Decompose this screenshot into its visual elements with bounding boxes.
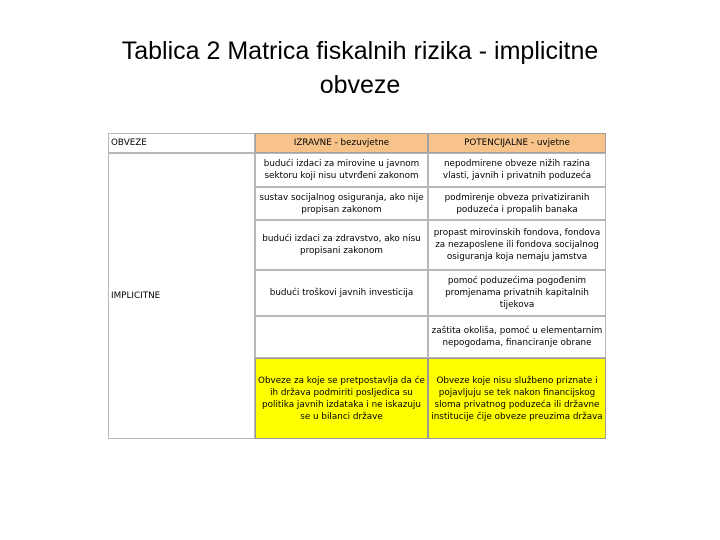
- cell-izravne-5: [255, 316, 428, 358]
- slide-title-line-2: obveze: [319, 71, 401, 99]
- cell-izravne-3: budući izdaci za zdravstvo, ako nisu propisani zakonom: [255, 220, 428, 270]
- cell-izravne-2: sustav socijalnog osiguranja, ako nije propisan zakonom: [255, 187, 428, 220]
- cell-potencijalne-5: zaštita okoliša, pomoć u elementarnim nepogodama, financiranje obrane: [428, 316, 606, 358]
- cell-izravne-1: budući izdaci za mirovine u javnom sektoru koji nisu utvrđeni zakonom: [255, 153, 428, 187]
- cell-izravne-6: Obveze za koje se pretpostavlja da će ih država podmiriti posljedica su politika javnih izdataka i ne iskazuju se u bilanci države: [255, 358, 428, 439]
- header-izravne: IZRAVNE - bezuvjetne: [255, 133, 428, 153]
- cell-izravne-4: budući troškovi javnih investicija: [255, 270, 428, 316]
- header-obveze: OBVEZE: [108, 133, 255, 153]
- header-potencijalne: POTENCIJALNE - uvjetne: [428, 133, 606, 153]
- slide-title-line-1: Tablica 2 Matrica fiskalnih rizika - implicitne: [121, 37, 599, 65]
- cell-potencijalne-4: pomoć poduzećima pogođenim promjenama privatnih kapitalnih tijekova: [428, 270, 606, 316]
- slide-title: [40, 34, 680, 102]
- cell-potencijalne-1: nepodmirene obveze nižih razina vlasti, javnih i privatnih poduzeća: [428, 153, 606, 187]
- cell-potencijalne-3: propast mirovinskih fondova, fondova za nezaposlene ili fondova socijalnog osiguranja koja nemaju jamstva: [428, 220, 606, 270]
- fiscal-risk-matrix-table: [108, 133, 606, 439]
- row-label-implicitne: IMPLICITNE: [108, 153, 255, 439]
- cell-potencijalne-2: podmirenje obveza privatiziranih poduzeća i propalih banaka: [428, 187, 606, 220]
- cell-potencijalne-6: Obveze koje nisu službeno priznate i pojavljuju se tek nakon financijskog sloma privatnog poduzeća ili državne institucije čije obveze preuzima država: [428, 358, 606, 439]
